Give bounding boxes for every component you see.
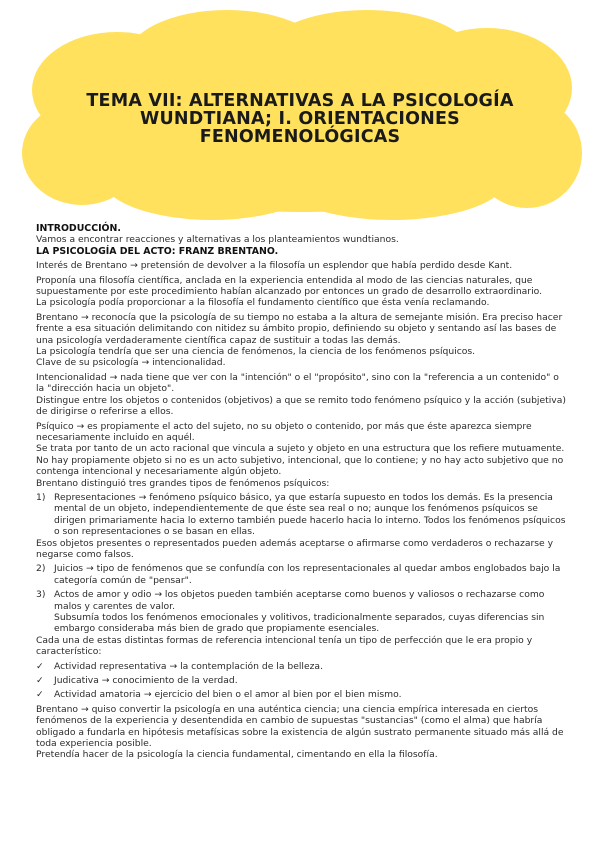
list-number: 1)	[36, 491, 46, 503]
paragraph: Clave de su psicología → intencionalidad.	[36, 357, 226, 369]
check-item	[36, 689, 566, 700]
paragraph: Brentano → quiso convertir la psicología en una auténtica ciencia; una ciencia empírica interesada en ciertos fenómenos de la experiencia y desentendida en cambio de supuestas "sustancias" (como el alma) que habría obligado a fundarla en hipótesis metafísicas sobre la existencia de algún sustrato permanente situado más allá de toda experiencia posible.	[36, 703, 564, 750]
intro-heading: INTRODUCCIÓN.	[36, 223, 121, 234]
check-text: Actividad representativa → la contemplación de la belleza.	[54, 660, 323, 672]
paragraph: Se trata por tanto de un acto racional que vincula a sujeto y objeto en una estructura que los refiere mutuamente. No hay propiamente objeto si no es un acto subjetivo, intencional, que lo contiene; y no hay acto subjetivo que no contenga intencional y necesariamente algún objeto.	[36, 443, 565, 478]
check-item	[36, 661, 566, 672]
list-item	[36, 563, 566, 586]
paragraph: Esos objetos presentes o representados pueden además aceptarse o afirmarse como verdaderos o rechazarse y negarse como falsos.	[36, 537, 554, 560]
check-icon: ✓	[36, 689, 44, 701]
check-item	[36, 675, 566, 686]
paragraph: La psicología podía proporcionar a la filosofía el fundamento científico que ésta venía reclamando.	[36, 297, 490, 309]
paragraph: Distingue entre los objetos o contenidos (objetivos) a que se remito todo fenómeno psíquico y la acción (subjetiva) de dirigirse o referirse a ellos.	[36, 394, 566, 418]
paragraph: Psíquico → es propiamente el acto del sujeto, no su objeto o contenido, por más que éste aparezca siempre necesariamente incluido en aquél.	[36, 420, 532, 443]
document-body	[36, 223, 566, 761]
list-text: Representaciones → fenómeno psíquico básico, ya que estaría supuesto en todos los demás. Es la presencia mental de un objeto, independientemente de que éste sea real o no; aunque los fenómenos psíquicos se dirigen primariamente hacia lo externo también puede hacerlo hacia lo interno. Todos los fenómenos psíquicos o son representaciones o se basan en ellas.	[54, 491, 566, 538]
paragraph: La psicología tendría que ser una ciencia de fenómenos, la ciencia de los fenómenos psíquicos.	[36, 346, 476, 358]
check-icon: ✓	[36, 675, 44, 687]
paragraph: Cada una de estas distintas formas de referencia intencional tenía un tipo de perfección que le era propio y característico:	[36, 634, 533, 658]
page-title: TEMA VII: ALTERNATIVAS A LA PSICOLOGÍA WUNDTIANA; I. ORIENTACIONES FENOMENOLÓGICAS	[86, 91, 514, 147]
paragraph: Brentano → reconocía que la psicología de su tiempo no estaba a la altura de semejante misión. Era preciso hacer frente a esa situación delimitando con nitidez su ámbito propio, definiendo su objeto y sentando así las bases de una psicología verdaderamente científica capaz de sustituir a todas las demás.	[36, 311, 563, 346]
list-number: 3)	[36, 589, 46, 601]
check-text: Judicativa → conocimiento de la verdad.	[54, 675, 238, 687]
paragraph: Pretendía hacer de la psicología la ciencia fundamental, cimentando en ella la filosofía.	[36, 749, 438, 761]
intro-text: Vamos a encontrar reacciones y alternativas a los planteamientos wundtianos.	[36, 234, 399, 246]
list-number: 2)	[36, 563, 46, 575]
list-text: Actos de amor y odio → los objetos pueden también aceptarse como buenos y valiosos o rechazarse como malos y carentes de valor.	[54, 589, 545, 612]
check-icon: ✓	[36, 660, 44, 672]
list-item	[36, 589, 566, 612]
paragraph: Brentano distinguió tres grandes tipos de fenómenos psíquicos:	[36, 477, 330, 489]
paragraph: Proponía una filosofía científica, anclada en la experiencia entendida al modo de las ciencias naturales, que supuestamente por este procedimiento habían alcanzado por entonces un grado de desarrollo extraordinario.	[36, 274, 543, 298]
act-heading: LA PSICOLOGÍA DEL ACTO: FRANZ BRENTANO.	[36, 245, 279, 257]
list-subtext: Subsumía todos los fenómenos emocionales y volitivos, tradicionalmente separados, cuyas diferencias sin embargo consideraba más bien de grado que propiamente esenciales.	[54, 612, 545, 635]
paragraph: Interés de Brentano → pretensión de devolver a la filosofía un esplendor que había perdido desde Kant.	[36, 260, 513, 272]
check-text: Actividad amatoria → ejercicio del bien o el amor al bien por el bien mismo.	[54, 689, 402, 701]
paragraph: Intencionalidad → nada tiene que ver con la "intención" o el "propósito", sino con la "referencia a un contenido" o la "dirección hacia un objeto".	[36, 371, 559, 395]
list-item	[36, 492, 566, 538]
list-text: Juicios → tipo de fenómenos que se confundía con los representacionales al quedar ambos englobados bajo la categoría común de "pensar".	[54, 563, 561, 586]
